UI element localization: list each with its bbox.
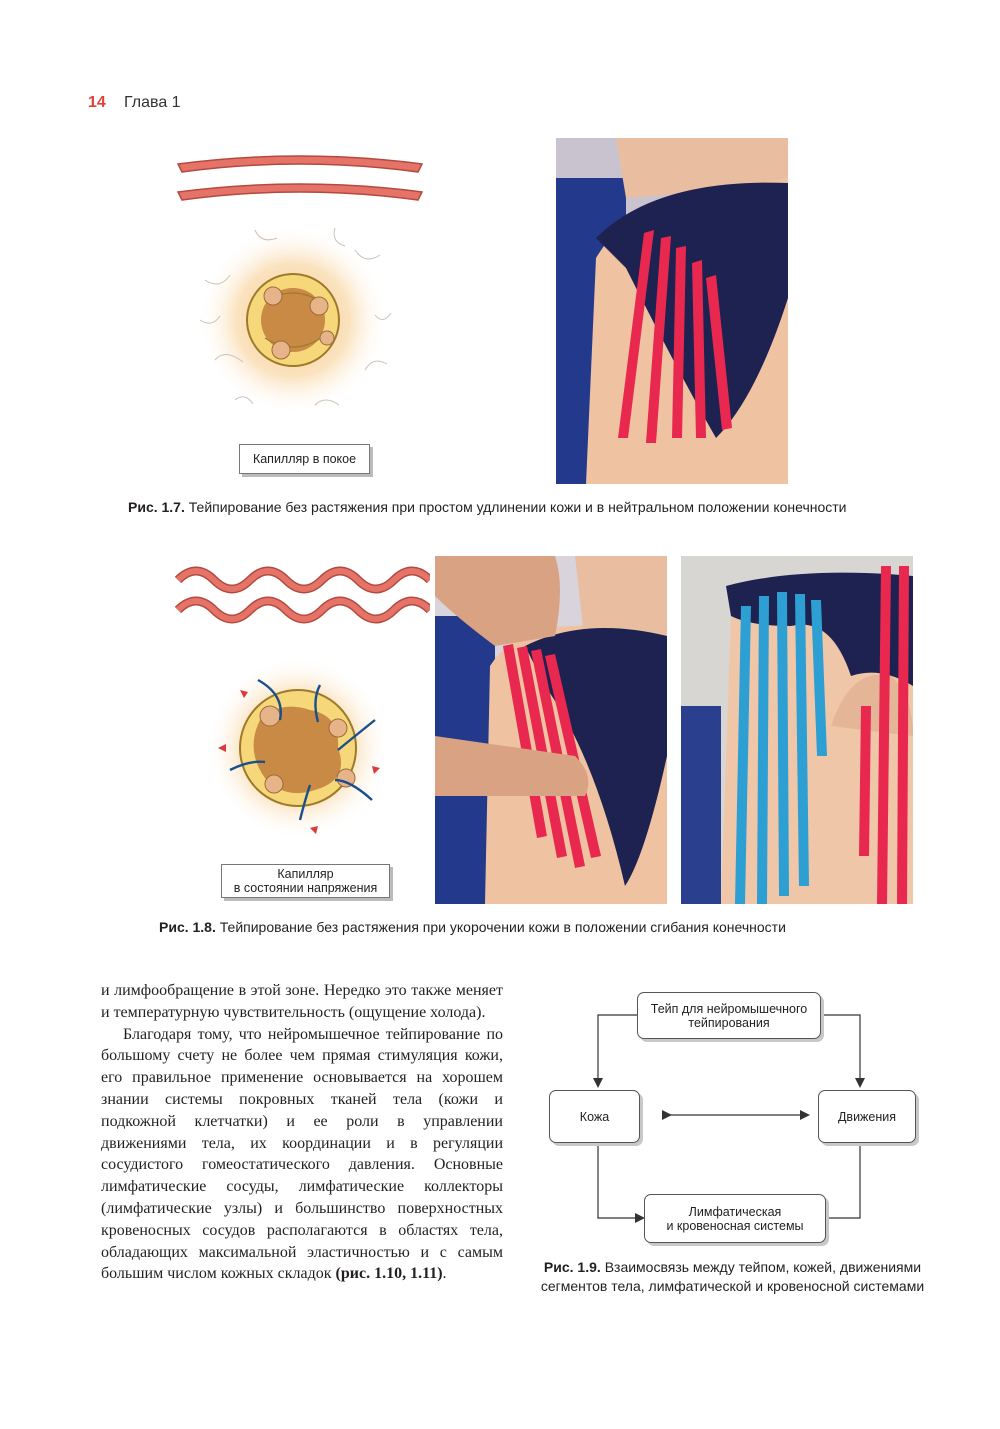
figure-reference: (рис. 1.10, 1.11) <box>335 1265 443 1283</box>
fig17-caption-number: Рис. 1.7. <box>128 499 185 515</box>
chapter-title: Глава 1 <box>124 94 181 111</box>
body-paragraph-1: и лимфообращение в этой зоне. Нередко это также меняет и температурную чувствительность (ощущение холода). <box>101 982 503 1021</box>
photo-tape-flexed-leg <box>435 556 667 904</box>
capillary-tension-label-line2: в состоянии напряжения <box>233 881 378 895</box>
capillary-tension-illustration <box>200 650 395 845</box>
body-paragraph-2-end: . <box>442 1265 447 1283</box>
tape-strips-wavy <box>170 558 430 630</box>
fig17-caption-text: Тейпирование без растяжения при простом удлинении кожи и в нейтральном положении конечности <box>188 499 847 515</box>
tape-strips-straight <box>170 140 430 210</box>
flow-box-lymph <box>644 1194 826 1243</box>
body-paragraph-2-text: Благодаря тому, что нейромышечное тейпирование по большому счету не более чем прямая стимуляция кожи, его правильное применение основывается на хорошем знании системы покровных тканей тела (кожи и подкожной клетчатки) и ее роли в управлении движениями тела, их координации и в регуляции сосудистого гомеостатического давления. Основные лимфатические сосуды, лимфатические коллекторы (лимфатические узлы) и большинство поверхностных кровеносных сосудов располагаются в областях тела, обладающих максимальной эластичностью и с самым большим числом кожных складок <box>101 1025 503 1283</box>
flow-box-tape-line2: тейпирования <box>688 1015 770 1030</box>
capillary-rest-illustration <box>195 220 395 420</box>
fig19-caption <box>531 1258 934 1296</box>
flow-box-lymph-line2: и кровеносная системы <box>666 1218 804 1233</box>
flow-box-skin: Кожа <box>549 1090 640 1143</box>
fig17-caption <box>128 499 847 515</box>
fig19-caption-number: Рис. 1.9. <box>543 1259 601 1275</box>
capillary-tension-label-line1: Капилляр <box>277 867 334 881</box>
fig18-caption <box>159 919 786 935</box>
flow-box-tape-line1: Тейп для нейромышечного <box>650 1001 808 1016</box>
flow-box-tape <box>637 992 821 1039</box>
capillary-rest-label: Капилляр в покое <box>239 444 370 474</box>
flow-box-lymph-line1: Лимфатическая <box>688 1204 782 1219</box>
photo-tape-back-view <box>681 556 913 904</box>
flow-box-movement: Движения <box>818 1090 916 1143</box>
page-number: 14 <box>88 94 106 111</box>
photo-tape-neutral-leg <box>556 138 788 484</box>
fig18-caption-number: Рис. 1.8. <box>159 919 216 935</box>
fig18-caption-text: Тейпирование без растяжения при укорочении кожи в положении сгибания конечности <box>219 919 786 935</box>
capillary-tension-label <box>221 864 390 898</box>
body-text <box>101 980 503 1285</box>
body-paragraph-2 <box>101 1024 503 1286</box>
fig19-caption-text: Взаимосвязь между тейпом, кожей, движениями сегментов тела, лимфатической и кровеносной системами <box>540 1259 925 1294</box>
